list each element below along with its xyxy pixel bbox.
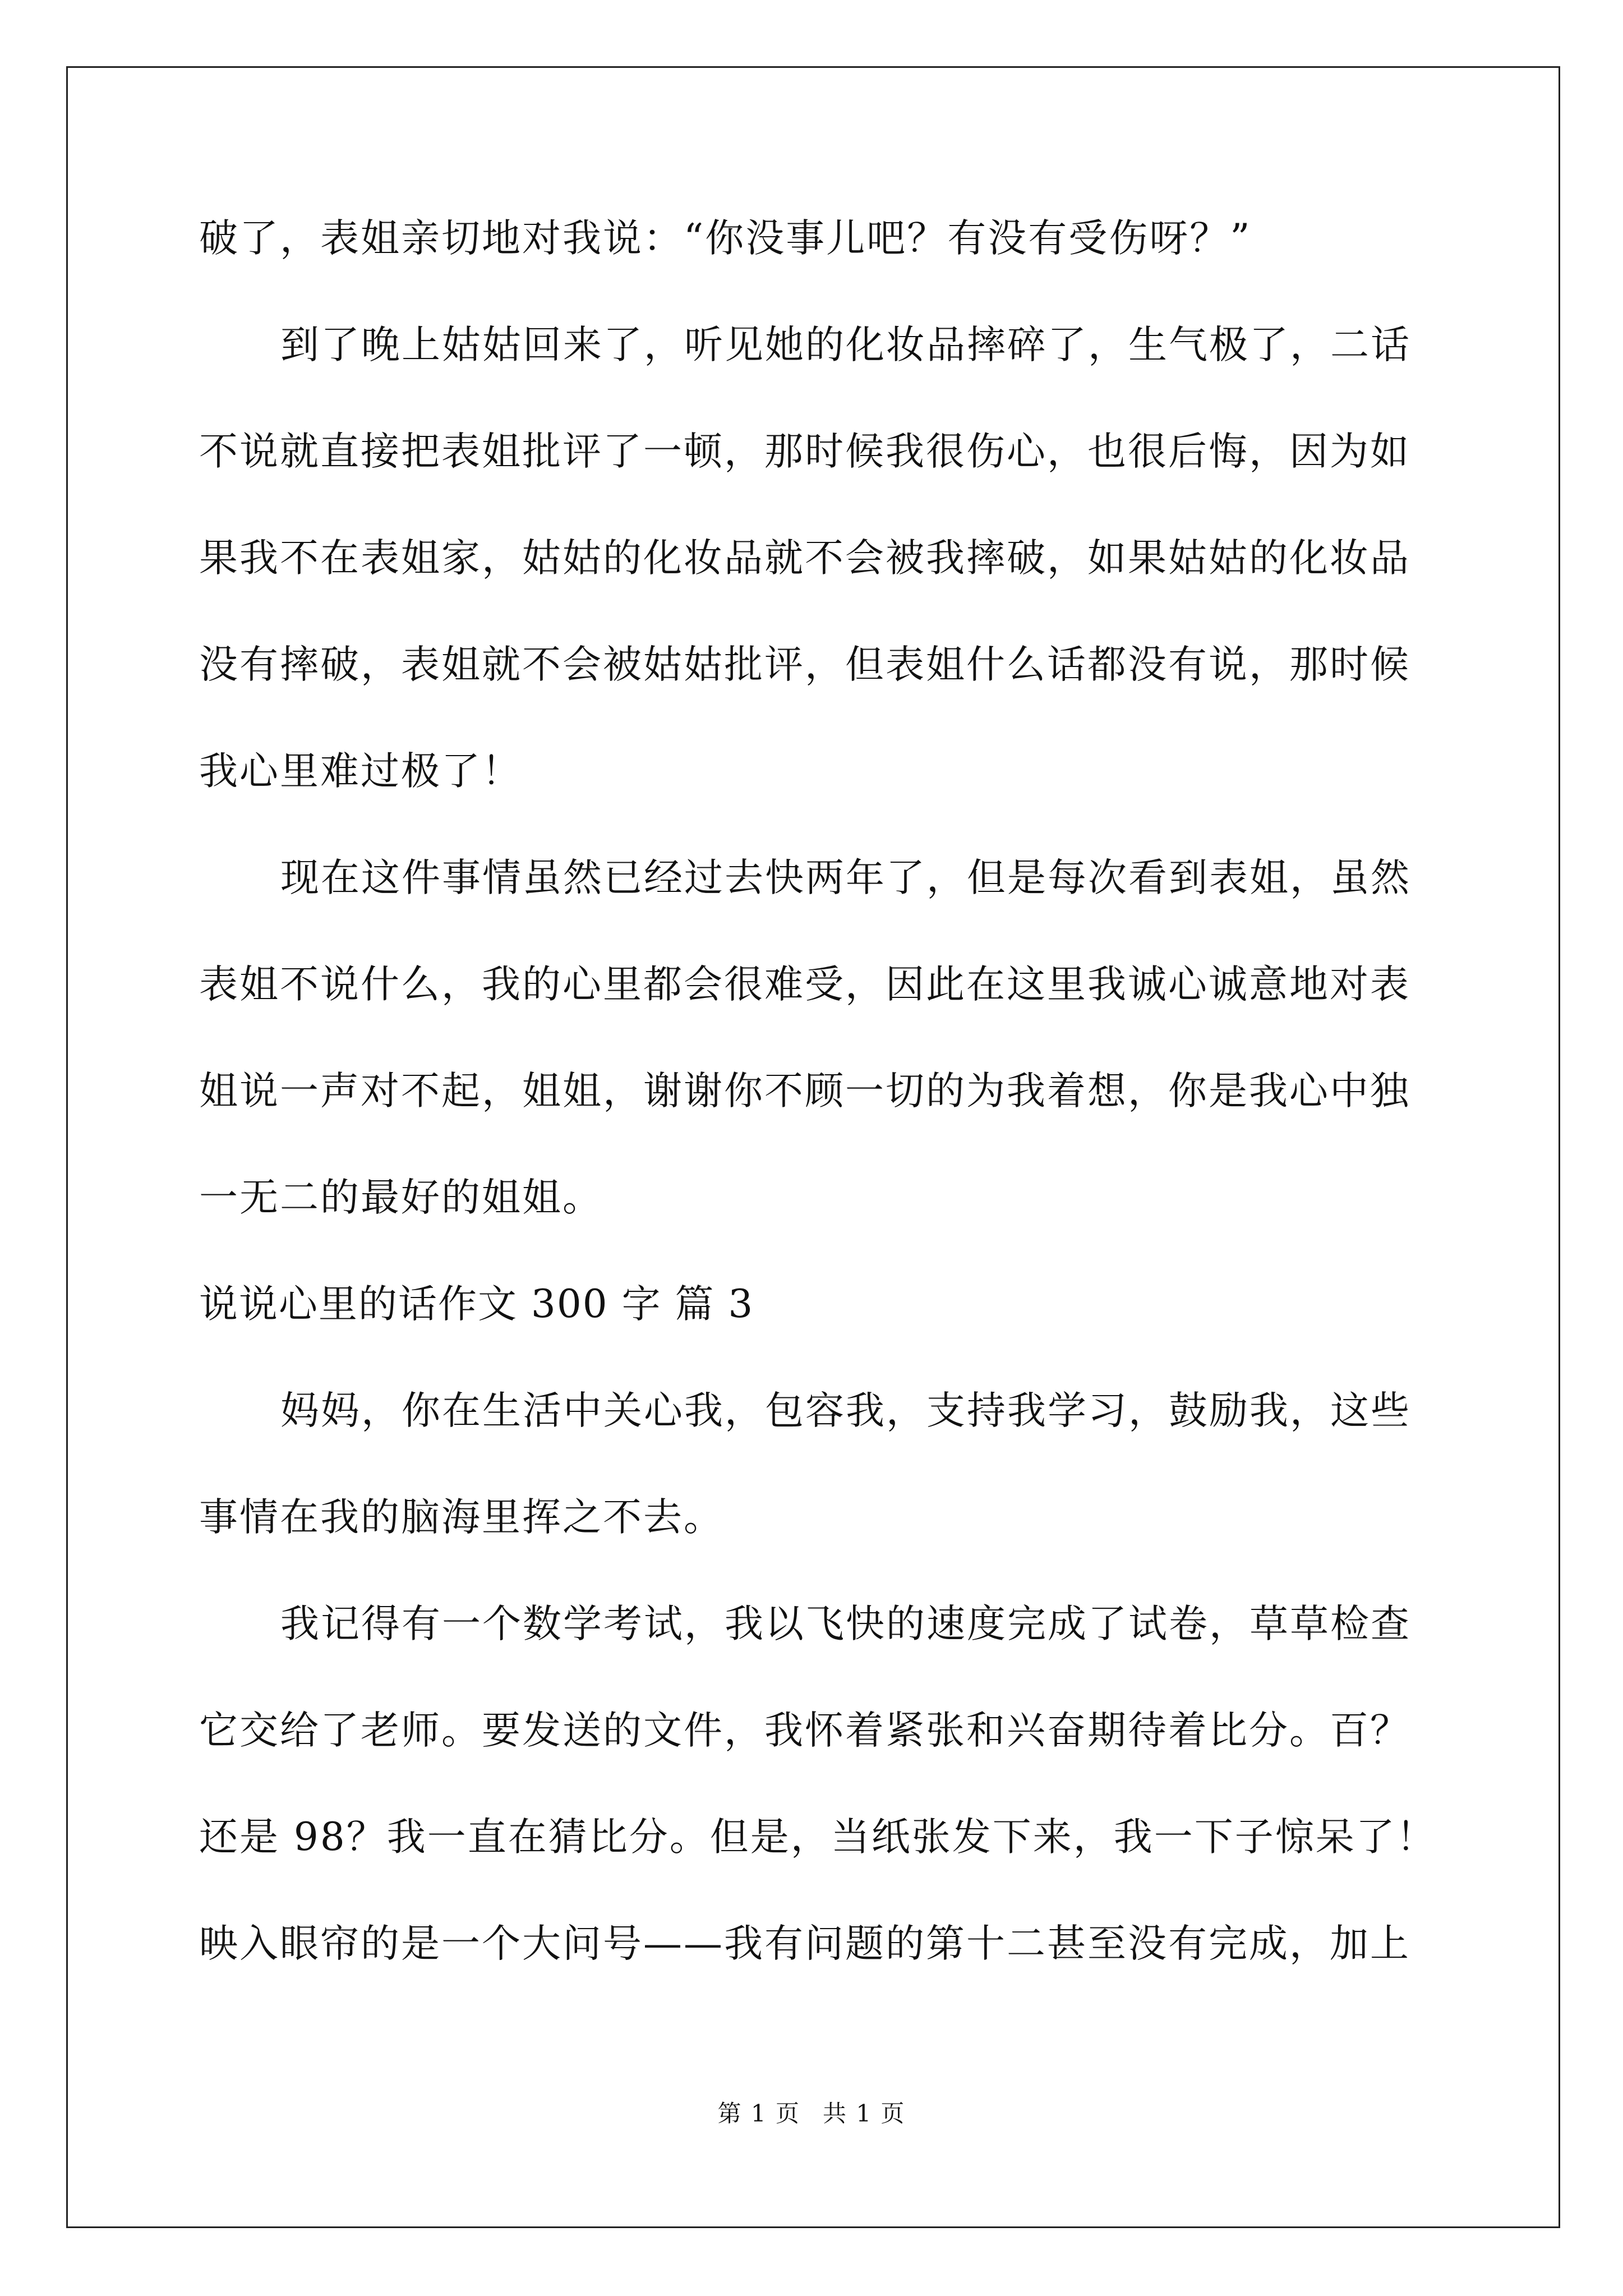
text-line: 果我不在表姐家，姑姑的化妆品就不会被我摔破，如果姑姑的化妆品 (199, 536, 1410, 581)
text-line: 没有摔破，表姐就不会被姑姑批评，但表姐什么话都没有说，那时候 (199, 642, 1410, 687)
page-number: 第 1 页 (717, 2100, 800, 2127)
text-line: 现在这件事情虽然已经过去快两年了，但是每次看到表姐，虽然 (280, 855, 1411, 900)
text-line: 映入眼帘的是一个大问号——我有问题的第十二甚至没有完成，加上 (199, 1921, 1410, 1966)
page-footer (0, 2095, 1623, 2129)
page-total: 共 1 页 (823, 2100, 906, 2127)
text-line: 破了，表姐亲切地对我说：“你没事儿吧？有没有受伤呀？” (199, 216, 1252, 261)
document-body (199, 185, 1437, 1997)
section-heading: 说说心里的话作文 300 字 篇 3 (199, 1282, 754, 1327)
text-line: 它交给了老师。要发送的文件，我怀着紧张和兴奋期待着比分。百？ (199, 1708, 1410, 1753)
text-line: 表姐不说什么，我的心里都会很难受，因此在这里我诚心诚意地对表 (199, 962, 1410, 1007)
text-line: 一无二的最好的姐姐。 (199, 1175, 603, 1220)
text-line: 不说就直接把表姐批评了一顿，那时候我很伤心，也很后悔，因为如 (199, 429, 1410, 474)
text-line: 事情在我的脑海里挥之不去。 (199, 1495, 724, 1540)
text-line: 姐说一声对不起，姐姐，谢谢你不顾一切的为我着想，你是我心中独 (199, 1069, 1410, 1114)
text-line: 我心里难过极了！ (199, 749, 522, 794)
text-line: 到了晚上姑姑回来了，听见她的化妆品摔碎了，生气极了，二话 (280, 323, 1411, 367)
text-line: 还是 98？我一直在猜比分。但是，当纸张发下来，我一下子惊呆了！ (199, 1815, 1437, 1860)
text-line: 我记得有一个数学考试，我以飞快的速度完成了试卷，草草检查 (280, 1602, 1411, 1646)
text-line: 妈妈，你在生活中关心我，包容我，支持我学习，鼓励我，这些 (280, 1388, 1411, 1433)
